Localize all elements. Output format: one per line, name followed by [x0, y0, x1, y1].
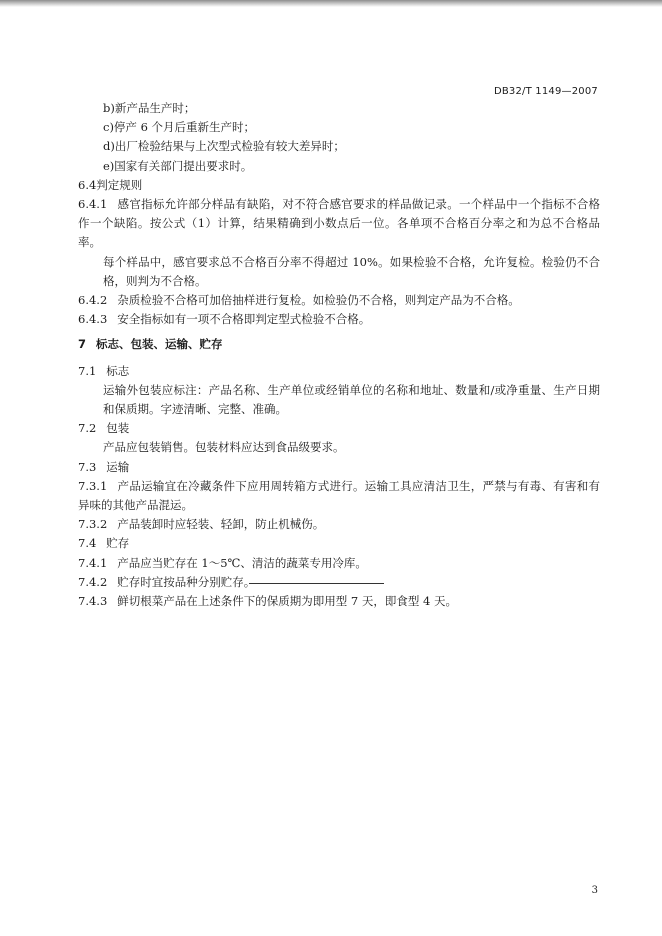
clause-number: 7.3.2 [78, 517, 108, 532]
end-of-document-rule [249, 583, 384, 584]
clause-text: 鲜切根菜产品在上述条件下的保质期为即用型 7 天，即食型 4 天。 [117, 594, 458, 609]
section-number: 6.4 [78, 177, 97, 192]
page-number: 3 [591, 885, 598, 896]
clause-number: 6.4.3 [78, 312, 108, 327]
clause-7-3-2 [78, 515, 600, 534]
list-item-c: c)停产 6 个月后重新生产时； [103, 120, 256, 135]
clause-6-4-3 [78, 310, 600, 329]
clause-text: 产品应当贮存在 1～5℃、清洁的蔬菜专用冷库。 [117, 555, 367, 570]
clause-6-4-2 [78, 291, 600, 310]
section-7-3-heading [78, 458, 600, 477]
list-item-b: b)新产品生产时； [103, 101, 196, 115]
clause-number: 6.4.1 [78, 197, 108, 212]
clause-text: 安全指标如有一项不合格即判定型式检验不合格。 [117, 312, 371, 327]
section-7-2-text: 产品应包装销售。包装材料应达到食品级要求。 [103, 440, 345, 455]
section-7-1-heading [78, 362, 600, 381]
section-number: 7.4 [78, 536, 97, 551]
section-title: 贮存 [106, 536, 130, 551]
clause-text: 感官指标允许部分样品有缺陷，对不符合感官要求的样品做记录。一个样品中一个指标不合格作一个缺陷。按公式（1）计算，结果精确到小数点后一位。各单项不合格百分率之和为总不合格品率。 [78, 197, 600, 250]
section-title: 包装 [106, 421, 130, 436]
section-title: 判定规则 [96, 177, 143, 192]
clause-text: 杂质检验不合格可加倍抽样进行复检。如检验仍不合格，则判定产品为不合格。 [117, 293, 520, 308]
section-title: 标志 [106, 363, 130, 378]
list-item-e: e)国家有关部门提出要求时。 [103, 158, 253, 173]
scan-edge-artifact [0, 0, 662, 7]
clause-text: 产品运输宜在冷藏条件下应用周转箱方式进行。运输工具应清洁卫生，严禁与有毒、有害和有异味的其他产品混运。 [78, 478, 600, 513]
section-number: 7 [78, 337, 87, 352]
clause-number: 7.4.3 [78, 594, 108, 609]
clause-7-4-3 [78, 592, 600, 611]
section-number: 7.1 [78, 363, 97, 378]
clause-number: 7.4.1 [78, 555, 108, 570]
document-body [78, 99, 600, 611]
section-title: 运输 [106, 459, 130, 474]
section-7-2-heading [78, 419, 600, 438]
clause-7-3-1 [78, 477, 600, 515]
section-title: 标志、包装、运输、贮存 [96, 337, 223, 352]
clause-text: 贮存时宜按品种分别贮存。 [117, 574, 256, 589]
standard-code: DB32/T 1149—2007 [493, 86, 598, 97]
clause-7-4-1 [78, 554, 600, 573]
clause-text: 产品装卸时应轻装、轻卸，防止机械伤。 [117, 517, 325, 532]
list-item-d: d)出厂检验结果与上次型式检验有较大差异时； [103, 139, 345, 154]
clause-6-4-1 [78, 195, 600, 253]
section-number: 7.2 [78, 421, 97, 436]
section-7-heading [78, 335, 600, 354]
section-number: 7.3 [78, 459, 97, 474]
section-7-1-text: 运输外包装应标注：产品名称、生产单位或经销单位的名称和地址、数量和/或净重量、生产日期和保质期。字迹清晰、完整、准确。 [103, 382, 600, 417]
section-6-4-heading [78, 176, 600, 195]
section-7-4-heading [78, 534, 600, 553]
clause-number: 6.4.2 [78, 293, 108, 308]
clause-6-4-1-paragraph-2: 每个样品中，感官要求总不合格百分率不得超过 10%。如果检验不合格，允许复检。检验仍不合格，则判为不合格。 [103, 254, 600, 288]
clause-number: 7.4.2 [78, 574, 108, 589]
clause-number: 7.3.1 [78, 478, 108, 493]
